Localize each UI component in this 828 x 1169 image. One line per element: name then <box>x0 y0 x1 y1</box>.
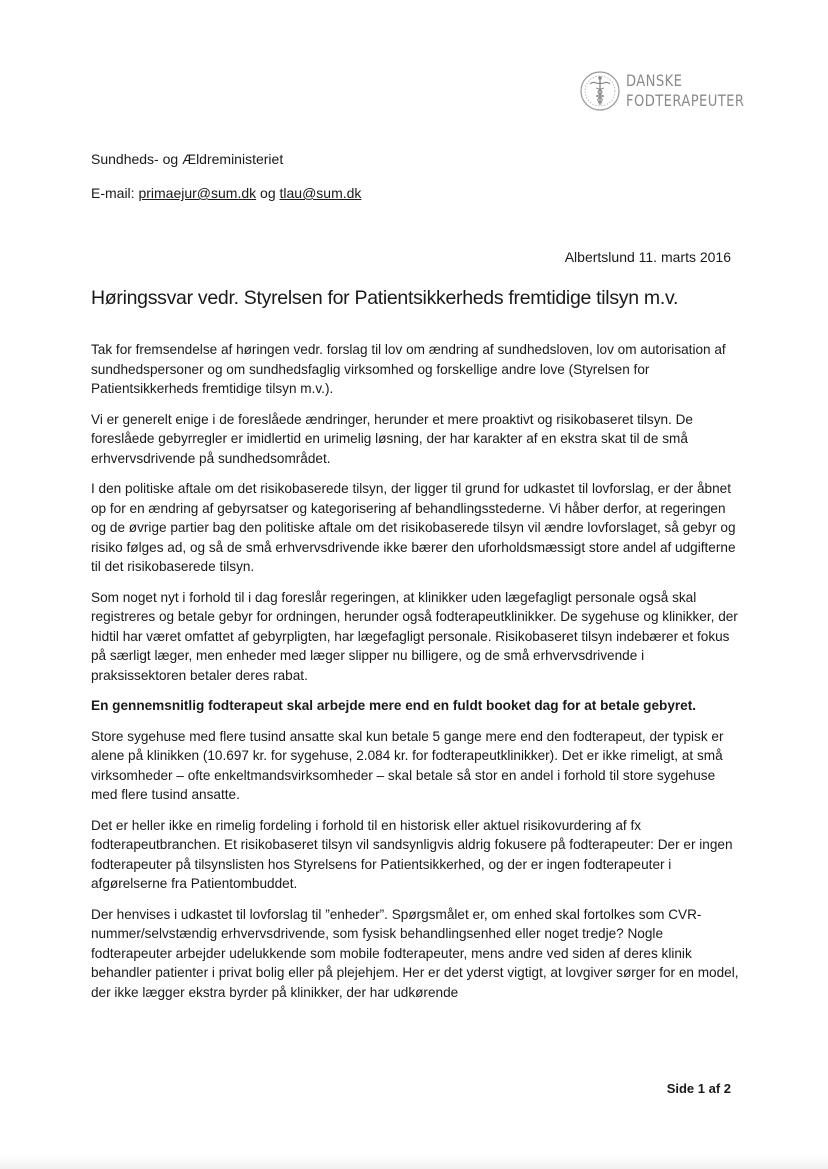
email-link-primaejur[interactable]: primaejur@sum.dk <box>138 185 257 201</box>
email-label: E-mail: <box>91 185 135 201</box>
paragraph-bold-statement: En gennemsnitlig fodterapeut skal arbejde mere end en fuldt booket dag for at betale gebyret. <box>91 698 697 713</box>
email-line <box>91 184 361 202</box>
paragraph: Som noget nyt i forhold til i dag foreslår regeringen, at klinikker uden lægefagligt personale også skal registreres og betale gebyr for ordningen, herunder også fodterapeutklinikker. De sygehuse og klinikker, der hidtil har været omfattet af gebyrpligten, har lægefagligt personale. Risikobaseret tilsyn indebærer et fokus på særligt læger, men enheder med læger slipper nu billigere, og de små erhvervsdrivende i praksissektoren betaler deres rabat. <box>91 589 738 683</box>
paragraph: I den politiske aftale om det risikobaserede tilsyn, der ligger til grund for udkastet til lovforslag, er der åbnet op for en ændring af gebyrsatser og kategorisering af behandlingsstederne. Vi håber derfor, at regeringen og de øvrige partier bag den politiske aftale om det risikobaserede tilsyn vil ændre lovforslaget, så gebyr og risiko følges ad, og så de små erhvervsdrivende ikke bærer den uforholdsmæssigt store andel af udgifterne til det risikobaserede tilsyn. <box>91 481 736 574</box>
letter-title: Høringssvar vedr. Styrelsen for Patientsikkerheds fremtidige tilsyn m.v. <box>91 287 679 309</box>
letter-date: Albertslund 11. marts 2016 <box>564 249 731 265</box>
organization-logo <box>578 62 745 120</box>
logo-line-1: DANSKE <box>626 71 683 90</box>
email-joiner: og <box>260 185 276 201</box>
email-link-tlau[interactable]: tlau@sum.dk <box>279 185 362 201</box>
paragraph: Det er heller ikke en rimelig fordeling i forhold til en historisk eller aktuel risikovurdering af fx fodterapeutbranchen. Et risikobaseret tilsyn vil sandsynligvis aldrig fokusere på fodterapeuter: Der er ingen fodterapeuter på tilsynslisten hos Styrelsens for Patientsikkerhed, og der er ingen fodterapeuter i afgørelserne fra Patientombuddet. <box>91 817 733 891</box>
logo-line-2: FODTERAPEUTER <box>626 91 745 110</box>
logo-wordmark <box>626 71 744 111</box>
caduceus-seal-icon <box>578 69 622 113</box>
paragraph: Der henvises i udkastet til lovforslag til ”enheder”. Spørgsmålet er, om enhed skal fortolkes som CVR-nummer/selvstændig erhvervsdrivende, som fysisk behandlingsenhed eller noget tredje? Nogle fodterapeuter arbejder udelukkende som mobile fodterapeuter, mens andre ved siden af deres klinik behandler patienter i privat bolig eller på plejehjem. Her er det yderst vigtigt, at lovgiver sørger for en model, der ikke lægger ekstra byrder på klinikker, der har udkørende <box>91 906 739 1000</box>
paragraph: Tak for fremsendelse af høringen vedr. forslag til lov om ændring af sundhedsloven, lov om autorisation af sundhedspersoner og om sundhedsfaglig virksomhed og forskellige andre love (Styrelsen for Patientsikkerheds fremtidige tilsyn m.v.). <box>91 342 726 396</box>
paragraph: Store sygehuse med flere tusind ansatte skal kun betale 5 gange mere end den fodterapeut, der typisk er alene på klinikken (10.697 kr. for sygehuse, 2.084 kr. for fodterapeutklinikker). Det er ikke rimeligt, at små virksomheder – ofte enkeltmandsvirksomheder – skal betale så stor en andel i forhold til store sygehuse med flere tusind ansatte. <box>91 728 724 802</box>
recipient-name: Sundheds- og Ældreministeriet <box>91 151 284 167</box>
page-number: Side 1 af 2 <box>666 1081 731 1096</box>
page-edge <box>0 1155 828 1169</box>
paragraph: Vi er generelt enige i de foreslåede ændringer, herunder et mere proaktivt og risikobaseret tilsyn. De foreslåede gebyrregler er imidlertid en urimelig løsning, der har karakter af en ekstra skat til de små erhvervsdrivende på sundhedsområdet. <box>91 411 693 466</box>
letter-body <box>91 340 741 1013</box>
